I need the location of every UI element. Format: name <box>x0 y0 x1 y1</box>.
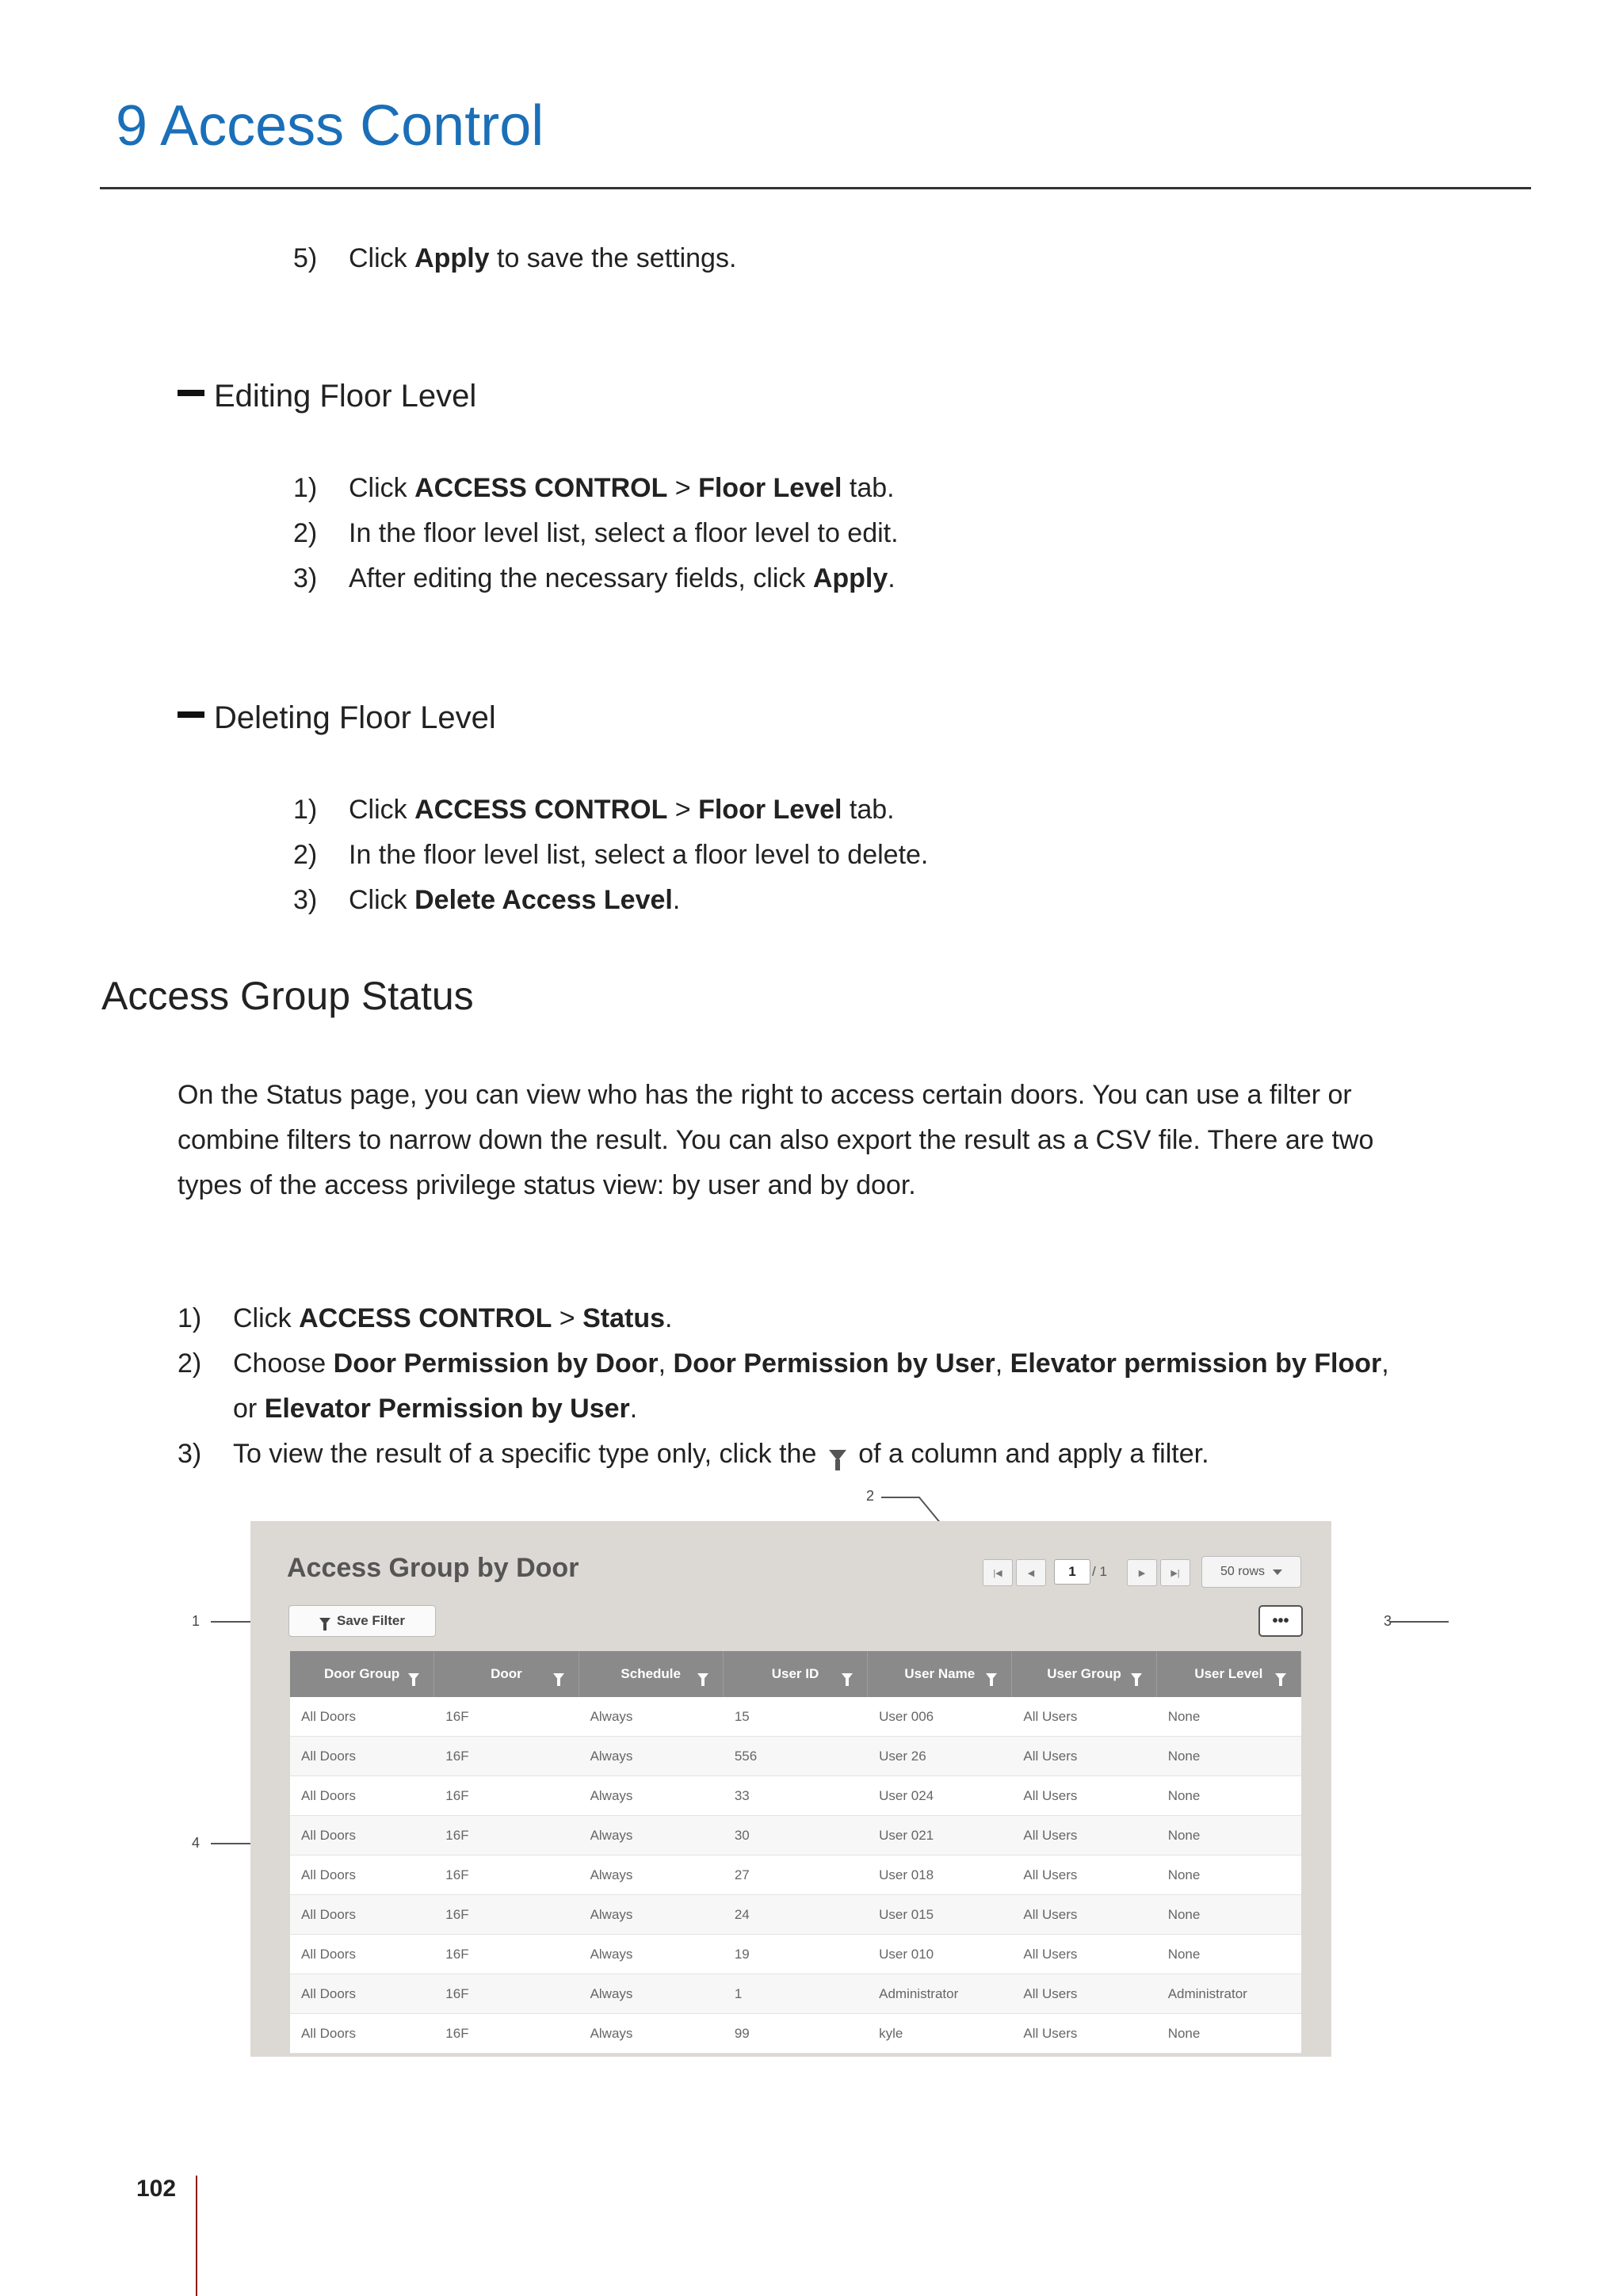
table-row[interactable] <box>290 1697 1301 1737</box>
column-header[interactable]: Door <box>434 1651 579 1697</box>
page-total: / 1 <box>1092 1564 1107 1579</box>
table-cell: 99 <box>734 2025 750 2041</box>
table-row[interactable] <box>290 1816 1301 1855</box>
table-cell: 15 <box>734 1708 750 1724</box>
table-cell: 16F <box>445 1985 469 2001</box>
title-divider <box>100 187 1531 189</box>
table-cell: 16F <box>445 1867 469 1882</box>
table-row[interactable] <box>290 1855 1301 1895</box>
table-cell: All Users <box>1023 1827 1078 1843</box>
table-cell: All Users <box>1023 1985 1078 2001</box>
table-cell: All Users <box>1023 1787 1078 1803</box>
footer-divider <box>196 2176 197 2296</box>
column-header[interactable]: Door Group <box>290 1651 434 1697</box>
table-cell: 16F <box>445 1946 469 1962</box>
table-cell: Always <box>590 1787 633 1803</box>
callout-4: 4 <box>192 1835 200 1851</box>
chapter-title: 9 Access Control <box>116 94 544 158</box>
callout-3: 3 <box>1384 1613 1392 1629</box>
screen-title: Access Group by Door <box>287 1553 579 1583</box>
column-header[interactable]: User ID <box>724 1651 868 1697</box>
step-number: 5) <box>293 243 318 273</box>
dash-bullet <box>178 711 204 718</box>
column-header[interactable]: User Level <box>1157 1651 1301 1697</box>
table-cell: All Doors <box>301 1748 356 1764</box>
column-filter-icon[interactable] <box>986 1669 997 1684</box>
table-cell: All Users <box>1023 1867 1078 1882</box>
table-cell: 33 <box>734 1787 750 1803</box>
table-cell: Always <box>590 1748 633 1764</box>
table-cell: User 010 <box>879 1946 934 1962</box>
table-row[interactable] <box>290 1737 1301 1776</box>
table-cell: All Doors <box>301 1985 356 2001</box>
table-cell: 16F <box>445 1748 469 1764</box>
table-cell: All Users <box>1023 2025 1078 2041</box>
table-cell: User 26 <box>879 1748 926 1764</box>
table-body <box>290 1697 1301 2054</box>
column-filter-icon[interactable] <box>697 1669 708 1684</box>
table-cell: 24 <box>734 1906 750 1922</box>
column-filter-icon[interactable] <box>1131 1669 1142 1684</box>
table-cell: User 015 <box>879 1906 934 1922</box>
save-filter-button[interactable]: Save Filter <box>288 1605 436 1637</box>
table-cell: kyle <box>879 2025 903 2041</box>
table-cell: 556 <box>734 1748 758 1764</box>
column-filter-icon[interactable] <box>1275 1669 1286 1684</box>
page-number: 102 <box>136 2176 177 2202</box>
table-cell: 27 <box>734 1867 750 1882</box>
access-group-table <box>290 1651 1301 2054</box>
table-row[interactable] <box>290 1935 1301 1974</box>
column-header[interactable]: User Name <box>868 1651 1012 1697</box>
column-header[interactable]: User Group <box>1012 1651 1156 1697</box>
table-cell: Always <box>590 1985 633 2001</box>
table-cell: None <box>1167 1867 1201 1882</box>
table-cell: All Doors <box>301 1708 356 1724</box>
table-cell: Administrator <box>1167 1985 1247 2001</box>
table-cell: All Doors <box>301 1867 356 1882</box>
callout-1: 1 <box>192 1613 200 1629</box>
table-cell: Administrator <box>879 1985 959 2001</box>
table-cell: User 018 <box>879 1867 934 1882</box>
table-cell: All Doors <box>301 1906 356 1922</box>
table-cell: 16F <box>445 1827 469 1843</box>
editing-heading: Editing Floor Level <box>178 379 476 414</box>
section-paragraph: On the Status page, you can view who has the right to access certain doors. You can use a filter or combine filters to narrow down the result. You can also export the result as a CSV file. There are two types of the access privilege status view: by user and by door. <box>178 1080 1374 1200</box>
table-cell: Always <box>590 2025 633 2041</box>
table-cell: 16F <box>445 1708 469 1724</box>
table-cell: Always <box>590 1708 633 1724</box>
table-cell: User 024 <box>879 1787 934 1803</box>
table-cell: None <box>1167 1906 1201 1922</box>
step-text: Click Apply to save the settings. <box>349 243 737 273</box>
table-cell: User 006 <box>879 1708 934 1724</box>
table-cell: 30 <box>734 1827 750 1843</box>
table-cell: All Users <box>1023 1946 1078 1962</box>
more-options-button[interactable]: ••• <box>1258 1605 1303 1637</box>
table-cell: All Users <box>1023 1708 1078 1724</box>
table-header <box>290 1651 1301 1697</box>
next-page-button[interactable]: ▶ <box>1127 1559 1157 1586</box>
rows-per-page-select[interactable]: 50 rows <box>1201 1556 1301 1588</box>
table-cell: 16F <box>445 2025 469 2041</box>
table-cell: All Users <box>1023 1748 1078 1764</box>
access-group-screenshot <box>250 1521 1331 2057</box>
table-row[interactable] <box>290 1974 1301 2014</box>
table-cell: 16F <box>445 1906 469 1922</box>
filter-icon <box>319 1618 330 1625</box>
table-cell: All Doors <box>301 1946 356 1962</box>
table-cell: None <box>1167 1827 1201 1843</box>
column-filter-icon[interactable] <box>842 1669 853 1684</box>
first-page-button[interactable]: |◀ <box>983 1559 1013 1586</box>
prev-page-button[interactable]: ◀ <box>1016 1559 1046 1586</box>
last-page-button[interactable]: ▶| <box>1160 1559 1190 1586</box>
table-cell: All Doors <box>301 1827 356 1843</box>
table-cell: Always <box>590 1867 633 1882</box>
dash-bullet <box>178 390 204 396</box>
table-cell: None <box>1167 1787 1201 1803</box>
page-number-input[interactable]: 1 <box>1054 1559 1090 1585</box>
filter-icon <box>829 1450 846 1461</box>
table-cell: Always <box>590 1827 633 1843</box>
deleting-heading: Deleting Floor Level <box>178 700 496 736</box>
table-cell: All Doors <box>301 2025 356 2041</box>
table-cell: All Users <box>1023 1906 1078 1922</box>
table-row[interactable] <box>290 1895 1301 1935</box>
column-header[interactable]: Schedule <box>579 1651 724 1697</box>
table-row[interactable] <box>290 1776 1301 1816</box>
table-cell: User 021 <box>879 1827 934 1843</box>
table-cell: None <box>1167 1946 1201 1962</box>
table-cell: None <box>1167 2025 1201 2041</box>
table-cell: 16F <box>445 1787 469 1803</box>
callout-2: 2 <box>866 1488 875 1504</box>
table-row[interactable] <box>290 2014 1301 2054</box>
table-cell: 19 <box>734 1946 750 1962</box>
column-filter-icon[interactable] <box>553 1669 564 1684</box>
table-cell: None <box>1167 1708 1201 1724</box>
table-cell: All Doors <box>301 1787 356 1803</box>
table-cell: Always <box>590 1946 633 1962</box>
chevron-down-icon <box>1273 1569 1282 1575</box>
table-cell: 1 <box>734 1985 743 2001</box>
section-heading: Access Group Status <box>101 974 474 1018</box>
table-cell: None <box>1167 1748 1201 1764</box>
column-filter-icon[interactable] <box>408 1669 419 1684</box>
table-cell: Always <box>590 1906 633 1922</box>
